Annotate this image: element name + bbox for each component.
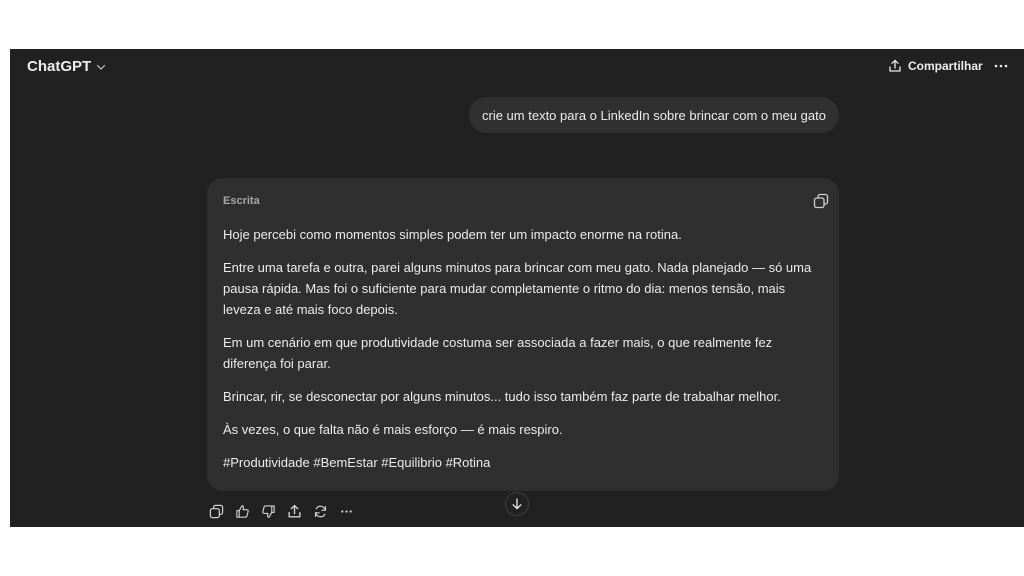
- share-label: Compartilhar: [908, 59, 983, 73]
- chevron-down-icon: [96, 61, 106, 72]
- app-title: ChatGPT: [27, 58, 92, 75]
- scroll-to-bottom-button[interactable]: [505, 492, 529, 516]
- share-response-button[interactable]: [285, 502, 303, 520]
- writing-canvas: [207, 178, 839, 491]
- canvas-label: Escrita: [223, 195, 260, 207]
- thumbs-down-button[interactable]: [259, 502, 277, 520]
- share-button[interactable]: [888, 59, 983, 73]
- canvas-paragraph: Às vezes, o que falta não é mais esforço — é mais respiro.: [223, 422, 563, 437]
- more-options-button[interactable]: [991, 57, 1011, 75]
- canvas-paragraph: Entre uma tarefa e outra, parei alguns minutos para brincar com meu gato. Nada planejado — só uma pausa rápida. Mas foi o suficiente para mudar completamente o ritmo do dia: menos tensão, mais leveza e até mais foco depois.: [223, 260, 812, 317]
- share-icon: [888, 59, 902, 73]
- model-selector[interactable]: [27, 58, 106, 75]
- regenerate-button[interactable]: [311, 502, 329, 520]
- chat-window: [10, 49, 1024, 527]
- thumbs-up-button[interactable]: [233, 502, 251, 520]
- user-message: [469, 97, 839, 133]
- canvas-hashtags: #Produtividade #BemEstar #Equilibrio #Rotina: [223, 455, 491, 470]
- canvas-paragraph: Hoje percebi como momentos simples podem ter um impacto enorme na rotina.: [223, 227, 682, 242]
- more-icon: [991, 57, 1011, 75]
- more-icon: [339, 504, 354, 519]
- user-message-text: crie um texto para o LinkedIn sobre brincar com o meu gato: [482, 107, 826, 123]
- canvas-paragraph: Brincar, rir, se desconectar por alguns minutos... tudo isso também faz parte de trabalhar melhor.: [223, 389, 781, 404]
- regenerate-icon: [313, 504, 328, 519]
- thumbs-up-icon: [235, 504, 250, 519]
- copy-icon: [209, 504, 224, 519]
- copy-icon: [813, 193, 829, 209]
- more-actions-button[interactable]: [337, 502, 355, 520]
- arrow-down-icon: [510, 497, 524, 511]
- share-icon: [287, 504, 302, 519]
- top-bar: [10, 49, 1024, 85]
- message-actions: [207, 502, 355, 520]
- canvas-paragraph: Em um cenário em que produtividade costuma ser associada a fazer mais, o que realmente fez diferença foi parar.: [223, 335, 773, 371]
- copy-button[interactable]: [207, 502, 225, 520]
- thumbs-down-icon: [261, 504, 276, 519]
- copy-canvas-button[interactable]: [813, 193, 829, 209]
